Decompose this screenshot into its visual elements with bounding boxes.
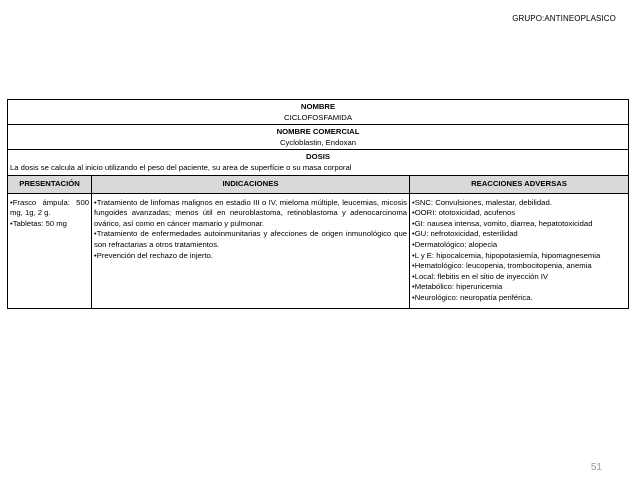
reaccion-item: •GI: nausea intensa, vomito, diarrea, hepatotoxicidad: [412, 218, 593, 228]
column-header-row: [8, 175, 629, 193]
presentacion-header: PRESENTACIÓN: [8, 175, 92, 193]
reaccion-item: •SNC: Convulsiones, malestar, debilidad.: [412, 197, 552, 207]
nombre-comercial-cell: [8, 125, 629, 150]
reaccion-item: •Neurológico: neuropatía periférica.: [412, 292, 533, 302]
reacciones-header: REACCIONES ADVERSAS: [410, 175, 629, 193]
nombre-row: [8, 100, 629, 125]
reaccion-item: •Dermatológico: alopecia: [412, 239, 498, 249]
drug-info-table: [7, 99, 629, 309]
reaccion-item: •Local: flebitis en el sitio de inyección IV: [412, 271, 549, 281]
content-row: [8, 193, 629, 308]
nombre-value: CICLOFOSFAMIDA: [284, 112, 352, 122]
reaccion-item: •Metabólico: hiperuricemia: [412, 282, 503, 292]
nombre-cell: [8, 100, 629, 125]
dosis-label: DOSIS: [306, 152, 330, 162]
presentacion-item: •Tabletas: 50 mg: [10, 218, 67, 228]
nombre-label: NOMBRE: [300, 102, 336, 111]
nombre-comercial-value: Cycloblastin, Endoxan: [279, 137, 357, 147]
reaccion-item: •GU: nefrotoxicidad, esterilidad: [412, 229, 518, 239]
indicacion-item: •Tratamiento de enfermedades autoinmunitarias y afecciones de origen inmunológico que son refractarias a otros tratamientos.: [94, 229, 407, 249]
indicacion-item: •Tratamiento de linfomas malignos en estadio III o IV, mieloma múltiple, leucemias, micosis fungoides avanzadas; menos útil en neuroblastoma, retinoblastoma y adenocarcinoma ovárico, así como en cáncer mamario y pulmonar.: [94, 197, 407, 228]
reaccion-item: •OORI: ototoxicidad, acufenos: [412, 208, 516, 218]
nombre-comercial-label: NOMBRE COMERCIAL: [276, 127, 360, 137]
reaccion-item: •L y E: hipocalcemia, hipopotasiemía, hipomagnesemia: [412, 250, 601, 260]
page-number: 51: [590, 462, 602, 473]
dosis-row: [8, 150, 629, 175]
indicaciones-header: INDICACIONES: [92, 175, 410, 193]
group-label: GRUPO:ANTINEOPLASICO: [512, 14, 616, 23]
dosis-value: La dosis se calcula al inicio utilizando el peso del paciente, su area de superfície o su masa corporal: [10, 162, 352, 172]
presentacion-item: •Frasco ámpula: 500 mg, 1g, 2 g.: [10, 197, 89, 218]
reacciones-cell: [410, 193, 629, 308]
indicacion-item: •Prevención del rechazo de injerto.: [94, 250, 213, 260]
reaccion-item: •Hematológico: leucopenia, trombocitopenia, anemia: [412, 261, 592, 271]
presentacion-cell: [8, 193, 92, 308]
indicaciones-cell: [92, 193, 410, 308]
dosis-cell: [8, 150, 629, 175]
nombre-comercial-row: [8, 125, 629, 150]
